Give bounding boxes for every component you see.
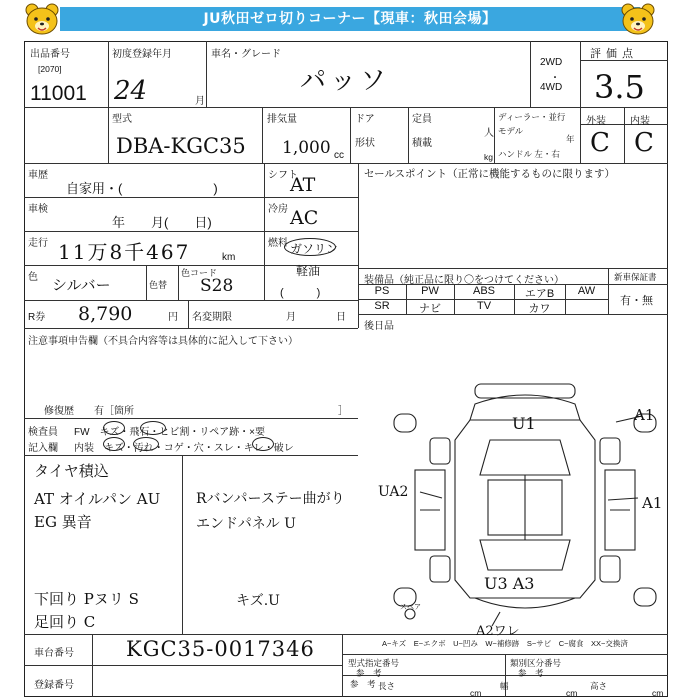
model-label: 車名・グレード <box>211 49 281 60</box>
mark-a1-right: A1 <box>642 494 663 512</box>
exterior-label: 外装 <box>586 116 606 127</box>
color-code-label: 色コード <box>181 268 218 278</box>
equipment-abs: ABS <box>472 285 495 297</box>
category-label: 類別区分番号 <box>510 658 562 668</box>
displacement-value: 1,000 <box>282 138 331 158</box>
mark-u3-a3: U3 A3 <box>484 574 535 593</box>
lot-number: 11001 <box>30 82 87 105</box>
mark-a1-top: A1 <box>634 406 655 424</box>
door-label: ドア <box>355 114 375 125</box>
chassis-value: KGC35-0017346 <box>126 637 315 661</box>
lot-label: 出品番号 <box>30 49 70 60</box>
header-title: JU秋田ゼロ切りコーナー【現車：秋田会場】 <box>60 7 640 31</box>
repair-history-label: 修復歴 有［箇所 <box>44 406 134 417</box>
registration-label: 登録番号 <box>34 680 74 691</box>
score-value: 3.5 <box>594 68 645 106</box>
month-label: 月 <box>195 96 205 107</box>
year-label: 年 <box>566 134 575 144</box>
shape-label: 形状 <box>355 138 375 149</box>
history-value: 自家用・( ) <box>66 181 218 196</box>
equipment-pw: PW <box>421 285 439 297</box>
score-label: 評価点 <box>590 48 638 60</box>
equipment-airbag: エアB <box>524 288 555 300</box>
height-cm: cm <box>652 688 664 698</box>
bear-mascot-icon <box>24 2 60 36</box>
mark-ua2: UA2 <box>378 484 409 500</box>
interior-label: 内装 <box>630 116 650 127</box>
category-ref: 参 考 <box>518 668 544 678</box>
remarks-label: 後日品 <box>364 321 394 332</box>
damage-legend: A−キズ E−エクボ U−凹み W−補修跡 S−サビ C−腐食 XX−交換済 <box>382 639 628 648</box>
name-change-month: 月 <box>286 312 296 323</box>
note-rear-bumper-stay: Rバンパーステー曲がり <box>196 491 345 507</box>
type-label: 型式 <box>112 114 132 125</box>
note-underbody-paint: 下回り Pヌリ S <box>34 590 139 608</box>
bear-mascot-icon <box>620 2 656 36</box>
fw-line: FW キズ・飛石・ヒビ割・リペア跡・×要 <box>74 427 265 438</box>
color-code-value: S28 <box>200 276 234 296</box>
name-change-label: 名変期限 <box>192 312 232 323</box>
handle-label: ハンドル 左・右 <box>498 149 560 159</box>
sales-point-label: セールスポイント（正常に機能するものに限ります） <box>364 168 616 180</box>
interior-wear-circle <box>252 437 274 451</box>
new-car-warranty-label: 新車保証書 <box>614 272 657 282</box>
capacity-label: 定員 <box>412 114 432 125</box>
inspection-label: 車検 <box>28 204 48 215</box>
interior-line: 内装 キズ・汚れ・コゲ・穴・スレ・キレ・破レ <box>74 443 294 454</box>
person-label: 人 <box>484 128 494 139</box>
mark-a2-crack: A2ワレ <box>476 624 520 639</box>
fuel-circle-mark <box>284 238 339 256</box>
yen-label: 円 <box>168 312 178 323</box>
length-label: 長さ <box>378 681 396 691</box>
note-end-panel: エンドパネル U <box>196 516 296 532</box>
dealer-label: ディーラー・並行 <box>498 112 566 122</box>
km-label: km <box>222 252 236 263</box>
history-label: 車歴 <box>28 170 48 181</box>
repair-bracket: ］ <box>338 406 348 417</box>
equipment-leather: カワ <box>528 303 551 315</box>
lot-sub: [2070] <box>38 64 62 74</box>
ac-label: 冷房 <box>268 204 288 215</box>
fw-chip-circle <box>140 421 166 435</box>
type-value: DBA-KGC35 <box>116 134 246 158</box>
interior-scratch-circle <box>103 437 125 451</box>
ref-label-footer: 参 考 <box>350 679 376 689</box>
equipment-navi: ナビ <box>419 303 441 315</box>
equipment-sr: SR <box>374 300 390 312</box>
load-label: 積載 <box>412 138 432 149</box>
first-registration-value: 24 <box>114 76 148 106</box>
type-cert-ref: 参 考 <box>356 668 382 678</box>
name-change-day: 日 <box>336 312 346 323</box>
equipment-tv: TV <box>476 300 492 312</box>
width-label: 幅 <box>500 681 509 691</box>
spare-label: スペア <box>400 604 421 611</box>
interior-dirt-circle <box>133 437 159 451</box>
cc-label: cc <box>334 150 344 161</box>
new-car-warranty-value: 有・無 <box>620 295 653 307</box>
fuel-diesel: 軽油 <box>296 264 321 278</box>
recycle-value: 8,790 <box>78 303 133 325</box>
chassis-label: 車台番号 <box>34 648 74 659</box>
drive-4wd: 4WD <box>540 82 563 93</box>
equipment-label: 装備品（純正品に限り〇をつけてください） <box>364 275 564 286</box>
color-value: シルバー <box>52 276 111 294</box>
note-suspension: 足回り C <box>34 613 96 631</box>
length-cm: cm <box>470 688 482 698</box>
shift-value: AT <box>290 174 316 196</box>
note-tire-loaded: タイヤ積込 <box>34 462 109 480</box>
drive-2wd: 2WD <box>540 57 563 68</box>
mileage-label: 走行 <box>28 238 48 249</box>
fuel-other: ( ) <box>280 287 321 299</box>
header-bar <box>0 0 700 38</box>
ac-value: AC <box>290 207 319 229</box>
equipment-ps: PS <box>374 285 390 297</box>
height-label: 高さ <box>590 681 608 691</box>
width-cm: cm <box>566 688 578 698</box>
note-at-oil-pan: AT オイルパン AU <box>34 490 161 508</box>
mark-u1: U1 <box>512 414 536 433</box>
equipment-aw: AW <box>577 285 596 297</box>
shift-label: シフト <box>268 170 298 181</box>
fw-scratch-circle <box>103 421 125 435</box>
inspection-value: 年 月( 日) <box>112 215 212 230</box>
recycle-label: R券 <box>28 312 46 323</box>
interior-value: C <box>634 128 654 158</box>
mileage-value: 11万8千467 <box>58 240 191 264</box>
fuel-gasoline: ガソリン <box>290 242 339 256</box>
notes-label: 注意事項申告欄（不具合内容等は具体的に記入して下さい） <box>28 336 298 347</box>
exterior-value: C <box>590 128 610 158</box>
drive-dot: ・ <box>550 73 560 84</box>
kg-label: kg <box>484 152 493 162</box>
note-engine-noise: EG 異音 <box>34 513 92 531</box>
displacement-label: 排気量 <box>267 114 297 125</box>
first-registration-label: 初度登録年月 <box>112 49 172 60</box>
fuel-label: 燃料 <box>268 238 288 249</box>
inspector-label: 検査員 <box>28 427 58 438</box>
type-cert-label: 型式指定番号 <box>348 658 400 668</box>
entry-label: 記入欄 <box>28 443 58 454</box>
color-change-label: 色替 <box>149 280 168 290</box>
model-value: パッソ <box>300 66 391 96</box>
model-year-label: モデル <box>498 126 524 136</box>
note-scratch-u: キズ.U <box>236 593 280 609</box>
color-label: 色 <box>28 272 38 283</box>
